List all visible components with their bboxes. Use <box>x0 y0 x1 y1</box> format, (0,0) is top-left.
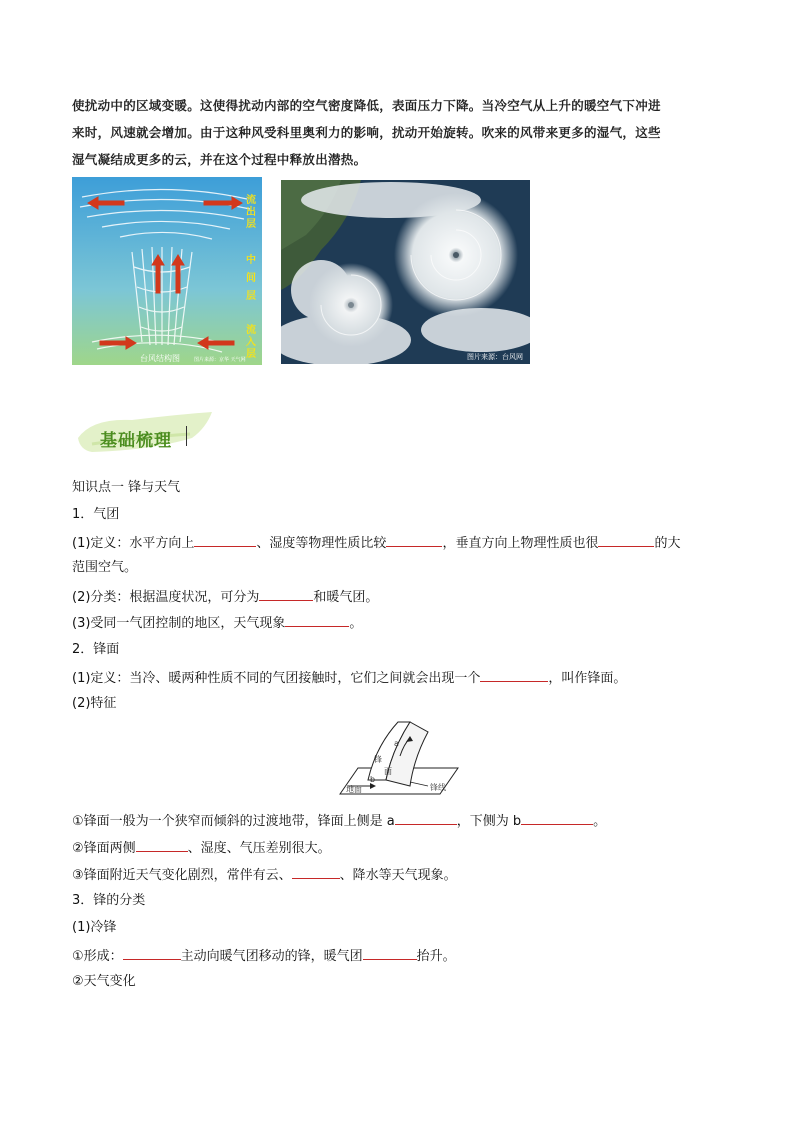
blank-9[interactable] <box>136 837 188 852</box>
heading-air-mass <box>72 505 119 525</box>
cold-formation-part-c: 抬升。 <box>416 949 456 964</box>
air-mass-classification <box>72 586 378 608</box>
class-part-a: (2)分类：根据温度状况，可分为 <box>72 590 260 605</box>
def-part-e: 范围空气。 <box>72 560 138 575</box>
satellite-typhoon-illustration <box>281 180 530 364</box>
typhoon-structure-figure <box>72 177 262 365</box>
section-banner <box>72 408 222 456</box>
blank-1[interactable] <box>194 532 256 547</box>
heading-front <box>72 640 119 660</box>
cold-front-formation <box>72 945 456 967</box>
label-b: b <box>370 775 376 784</box>
def-part-a: (1)定义：水平方向上 <box>72 536 195 551</box>
typhoon-caption: 台风结构图 <box>140 354 180 363</box>
front-def-part-a: (1)定义：当冷、暖两种性质不同的气团接触时，它们之间就会出现一个 <box>72 671 481 686</box>
satellite-typhoon-image <box>281 180 530 364</box>
feature-3-part-b: 、降水等天气现象。 <box>339 868 457 883</box>
cold-front-text: (1)冷锋 <box>72 920 117 935</box>
front-feature-1 <box>72 810 606 832</box>
air-mass-definition-line-2 <box>72 558 137 578</box>
cold-formation-part-b: 主动向暖气团移动的锋，暖气团 <box>180 949 363 964</box>
label-middle-2: 间 <box>246 273 256 284</box>
weather-part-b: 。 <box>349 616 363 631</box>
heading-front-types-text: 3．锋的分类 <box>72 893 146 908</box>
air-mass-weather <box>72 612 362 634</box>
def-part-b: 、湿度等物理性质比较 <box>256 536 387 551</box>
cold-front-heading <box>72 918 116 938</box>
def-part-d: 的大 <box>654 536 681 551</box>
front-diagram <box>338 716 460 798</box>
cold-weather-text: ②天气变化 <box>72 974 136 989</box>
feature-2-part-b: 、湿度、气压差别很大。 <box>187 841 331 856</box>
blank-4[interactable] <box>259 586 313 601</box>
feature-1-part-a: ①锋面一般为一个狭窄而倾斜的过渡地带，锋面上侧是 a <box>72 814 395 829</box>
intro-paragraph <box>72 92 722 173</box>
blank-6[interactable] <box>480 667 548 682</box>
knowledge-point-1-text: 知识点一 锋与天气 <box>72 480 181 495</box>
label-middle-3: 层 <box>246 291 256 302</box>
label-outflow-3: 层 <box>246 219 256 230</box>
front-def-part-b: ，叫作锋面。 <box>548 671 627 686</box>
label-middle-1: 中 <box>246 255 256 266</box>
typhoon-structure-illustration <box>72 177 262 365</box>
front-features-text: (2)特征 <box>72 696 117 711</box>
label-ground: 地面 <box>346 785 362 794</box>
cold-front-weather-heading <box>72 972 136 992</box>
feature-1-part-b: ，下侧为 b <box>456 814 522 829</box>
feature-3-part-a: ③锋面附近天气变化剧烈，常伴有云、 <box>72 868 292 883</box>
blank-5[interactable] <box>285 612 349 627</box>
front-features-heading <box>72 694 116 714</box>
blank-10[interactable] <box>292 864 340 879</box>
front-feature-2 <box>72 837 331 859</box>
satellite-credit: 图片来源：台风网 <box>467 353 523 361</box>
label-front-line: 锋线 <box>430 783 446 792</box>
heading-air-mass-text: 1．气团 <box>72 507 120 522</box>
feature-1-part-c: 。 <box>593 814 607 829</box>
intro-line-3: 湿气凝结成更多的云，并在这个过程中释放出潜热。 <box>72 152 367 167</box>
blank-11[interactable] <box>123 945 181 960</box>
title-divider <box>186 426 187 446</box>
cold-formation-part-a: ①形成： <box>72 949 123 964</box>
intro-line-2: 来时，风速就会增加。由于这种风受科里奥利力的影响，扰动开始旋转。吹来的风带来更多的湿气，这些 <box>72 125 661 140</box>
front-diagram-svg <box>338 716 460 798</box>
label-outflow-1: 流 <box>246 195 256 206</box>
def-part-c: ，垂直方向上物理性质也很 <box>442 536 599 551</box>
label-inflow-3: 层 <box>246 349 256 360</box>
blank-12[interactable] <box>363 945 417 960</box>
weather-part-a: (3)受同一气团控制的地区，天气现象 <box>72 616 286 631</box>
blank-7[interactable] <box>395 810 457 825</box>
label-inflow-2: 入 <box>246 337 256 348</box>
air-mass-definition-line-1 <box>72 532 680 554</box>
label-front-1: 锋 <box>374 755 382 764</box>
typhoon-credit: 图片来源：京华 天气网 <box>194 357 246 363</box>
heading-front-types <box>72 891 145 911</box>
blank-2[interactable] <box>386 532 442 547</box>
class-part-b: 和暖气团。 <box>313 590 379 605</box>
label-front-2: 面 <box>384 767 392 776</box>
heading-front-text: 2．锋面 <box>72 642 120 657</box>
blank-8[interactable] <box>521 810 593 825</box>
blank-3[interactable] <box>598 532 654 547</box>
feature-2-part-a: ②锋面两侧 <box>72 841 136 856</box>
label-inflow-1: 流 <box>246 325 256 336</box>
knowledge-point-1 <box>72 478 180 498</box>
label-a: a <box>394 739 399 748</box>
section-title: 基础梳理 <box>100 431 172 451</box>
label-outflow-2: 出 <box>246 207 256 218</box>
front-definition <box>72 667 626 689</box>
front-feature-3 <box>72 864 457 886</box>
intro-line-1: 使扰动中的区域变暖。这使得扰动内部的空气密度降低，表面压力下降。当冷空气从上升的暖空气下冲进 <box>72 98 661 113</box>
